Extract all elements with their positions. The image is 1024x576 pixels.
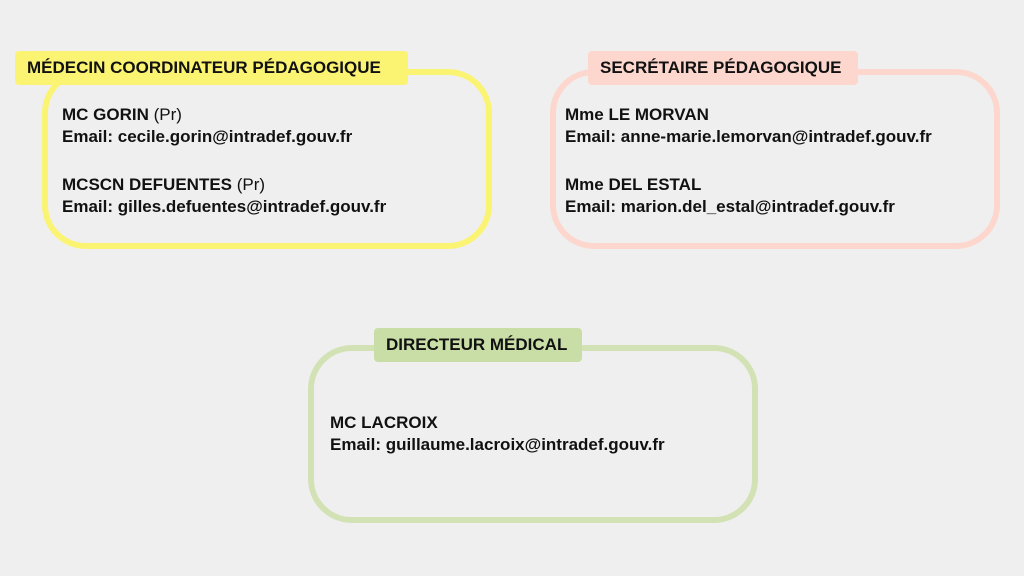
contact-le-morvan [565,104,932,148]
contact-email[interactable]: Email: marion.del_estal@intradef.gouv.fr [565,197,895,216]
contact-del-estal [565,174,895,218]
contact-name: MC LACROIX [330,413,438,432]
contact-email[interactable]: Email: gilles.defuentes@intradef.gouv.fr [62,197,387,216]
secretary-label: SECRÉTAIRE PÉDAGOGIQUE [588,51,858,85]
contact-email[interactable]: Email: cecile.gorin@intradef.gouv.fr [62,127,353,146]
contact-name: Mme DEL ESTAL [565,175,702,194]
secretary-card [550,69,1000,249]
contact-defuentes [62,174,386,218]
contact-email[interactable]: Email: anne-marie.lemorvan@intradef.gouv.fr [565,127,932,146]
contact-gorin [62,104,352,148]
contact-name: MC GORIN (Pr) [62,105,182,124]
contact-name: Mme LE MORVAN [565,105,709,124]
coordinator-label: MÉDECIN COORDINATEUR PÉDAGOGIQUE [15,51,408,85]
contact-lacroix [330,412,665,456]
coordinator-card [42,69,492,249]
contact-name: MCSCN DEFUENTES (Pr) [62,175,266,194]
director-label: DIRECTEUR MÉDICAL [374,328,582,362]
contact-email[interactable]: Email: guillaume.lacroix@intradef.gouv.fr [330,435,665,454]
